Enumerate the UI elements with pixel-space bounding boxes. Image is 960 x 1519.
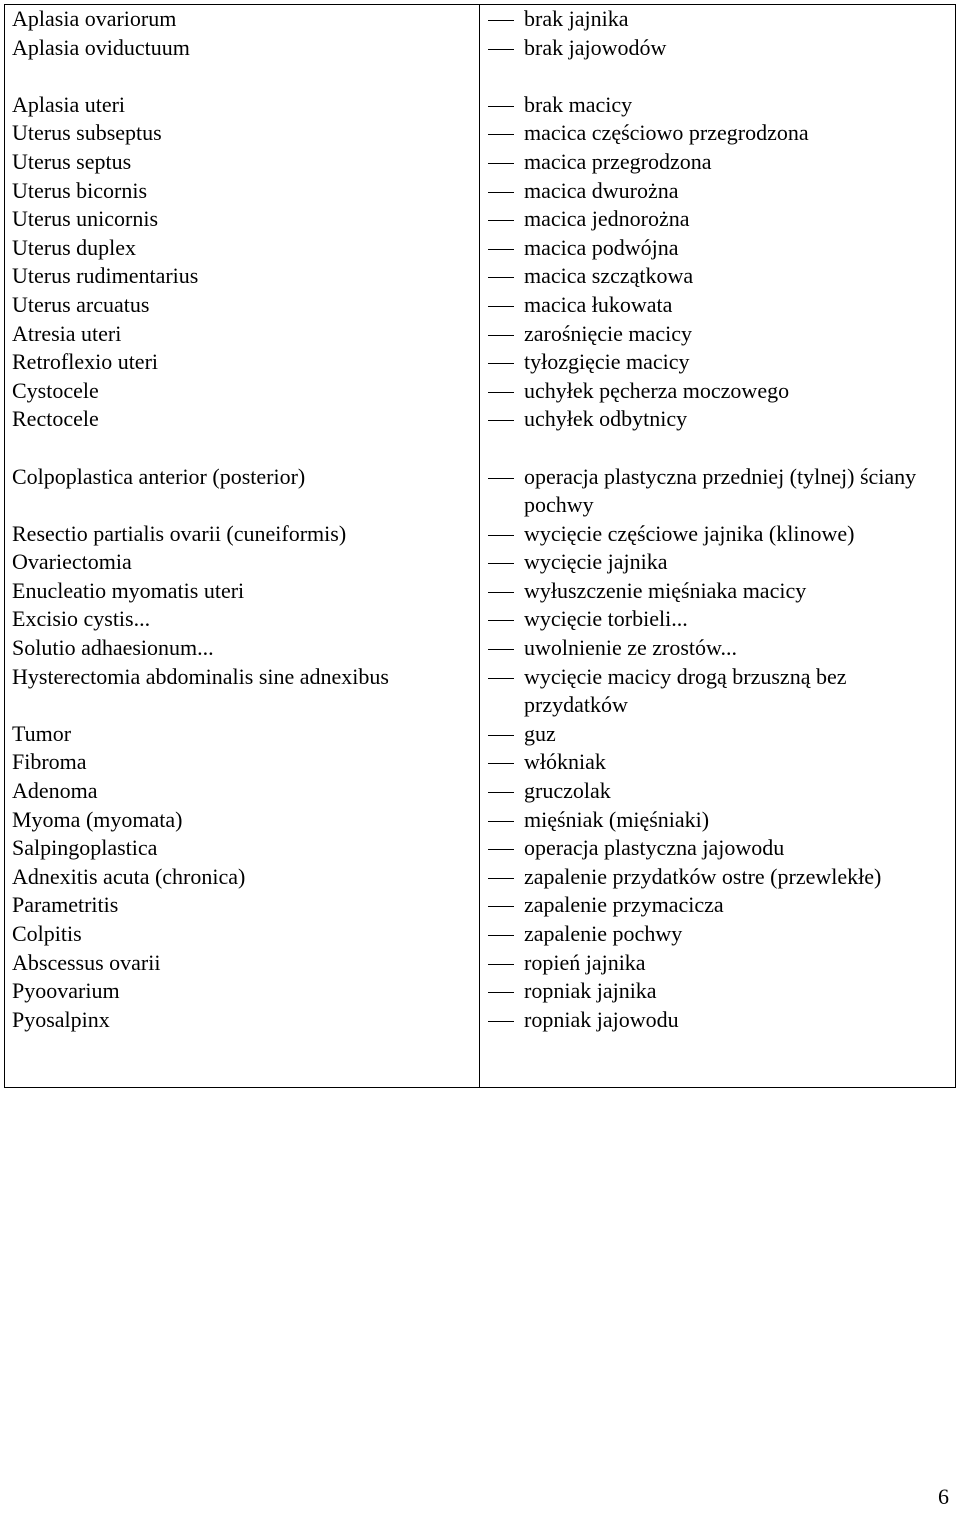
polish-term: zapalenie przydatków ostre (przewlekłe)	[488, 863, 948, 892]
column-divider	[479, 4, 480, 1088]
latin-term: Fibroma	[12, 749, 87, 775]
polish-term: brak macicy	[488, 91, 948, 120]
polish-term: ropień jajnika	[488, 949, 948, 978]
latin-term: Uterus arcuatus	[12, 291, 150, 317]
latin-term: Enucleatio myomatis uteri	[12, 577, 245, 603]
polish-term: wycięcie torbieli...	[488, 605, 948, 634]
row-spacer	[12, 434, 472, 463]
polish-term: wycięcie macicy drogą brzuszną bez	[488, 663, 948, 692]
polish-term: operacja plastyczna przedniej (tylnej) ściany	[488, 463, 948, 492]
latin-term: Myoma (myomata)	[12, 806, 183, 832]
latin-term: Solutio adhaesionum...	[12, 635, 214, 661]
latin-term: Uterus septus	[12, 148, 132, 174]
latin-term: Pyoovarium	[12, 978, 120, 1004]
latin-term: Hysterectomia abdominalis sine adnexibus	[12, 663, 389, 689]
latin-term: Tumor	[12, 720, 72, 746]
row-spacer	[488, 434, 948, 463]
polish-term: ropniak jajnika	[488, 977, 948, 1006]
latin-term: Resectio partialis ovarii (cuneiformis)	[12, 520, 347, 546]
latin-term: Atresia uteri	[12, 320, 122, 346]
polish-term: macica łukowata	[488, 291, 948, 320]
latin-term: Aplasia oviductuum	[12, 34, 190, 60]
latin-term: Uterus bicornis	[12, 177, 148, 203]
polish-term: macica podwójna	[488, 234, 948, 263]
polish-term: wycięcie jajnika	[488, 548, 948, 577]
polish-term: brak jajnika	[488, 5, 948, 34]
polish-term: wycięcie częściowe jajnika (klinowe)	[488, 520, 948, 549]
latin-term: Colpitis	[12, 921, 82, 946]
latin-term: Rectocele	[12, 406, 99, 432]
polish-term: macica przegrodzona	[488, 148, 948, 177]
polish-term: włókniak	[488, 748, 948, 777]
polish-term: operacja plastyczna jajowodu	[488, 834, 948, 863]
polish-term: przydatków	[524, 692, 628, 718]
polish-term: macica częściowo przegrodzona	[488, 119, 948, 148]
latin-term: Excisio cystis...	[12, 606, 151, 632]
row-spacer	[488, 62, 948, 91]
latin-term: Uterus rudimentarius	[12, 263, 199, 289]
polish-term: mięśniak (mięśniaki)	[488, 806, 948, 835]
polish-term: gruczolak	[488, 777, 948, 806]
polish-term: macica dwurożna	[488, 177, 948, 206]
polish-term: ropniak jajowodu	[488, 1006, 948, 1035]
polish-term: brak jajowodów	[488, 34, 948, 63]
polish-term: uchyłek odbytnicy	[488, 405, 948, 434]
latin-term: Colpoplastica anterior (posterior)	[12, 463, 306, 489]
latin-term: Salpingoplastica	[12, 835, 158, 861]
latin-term: Adenoma	[12, 778, 98, 804]
polish-term: uchyłek pęcherza moczowego	[488, 377, 948, 406]
latin-term: Ovariectomia	[12, 549, 132, 575]
latin-term: Cystocele	[12, 377, 99, 403]
row-spacer	[12, 491, 472, 520]
polish-term: guz	[488, 720, 948, 749]
row-spacer	[12, 62, 472, 91]
latin-terms-column	[12, 5, 472, 1034]
polish-term: zapalenie pochwy	[488, 920, 948, 949]
latin-term: Retroflexio uteri	[12, 349, 159, 375]
latin-term: Parametritis	[12, 892, 119, 918]
latin-term: Uterus duplex	[12, 234, 137, 260]
latin-term: Abscessus ovarii	[12, 949, 161, 975]
latin-term: Uterus subseptus	[12, 120, 162, 146]
row-spacer	[12, 691, 472, 720]
polish-term: tyłozgięcie macicy	[488, 348, 948, 377]
polish-term: zarośnięcie macicy	[488, 320, 948, 349]
latin-term: Aplasia ovariorum	[12, 6, 177, 31]
latin-term: Aplasia uteri	[12, 91, 126, 117]
polish-terms-column	[488, 5, 948, 1034]
polish-term: pochwy	[524, 492, 594, 518]
latin-term: Adnexitis acuta (chronica)	[12, 863, 246, 889]
polish-term: uwolnienie ze zrostów...	[488, 634, 948, 663]
polish-term: macica jednorożna	[488, 205, 948, 234]
polish-term: wyłuszczenie mięśniaka macicy	[488, 577, 948, 606]
polish-term: zapalenie przymacicza	[488, 891, 948, 920]
page-number: 6	[938, 1484, 949, 1509]
latin-term: Pyosalpinx	[12, 1006, 110, 1032]
latin-term: Uterus unicornis	[12, 206, 159, 232]
polish-term: macica szczątkowa	[488, 262, 948, 291]
